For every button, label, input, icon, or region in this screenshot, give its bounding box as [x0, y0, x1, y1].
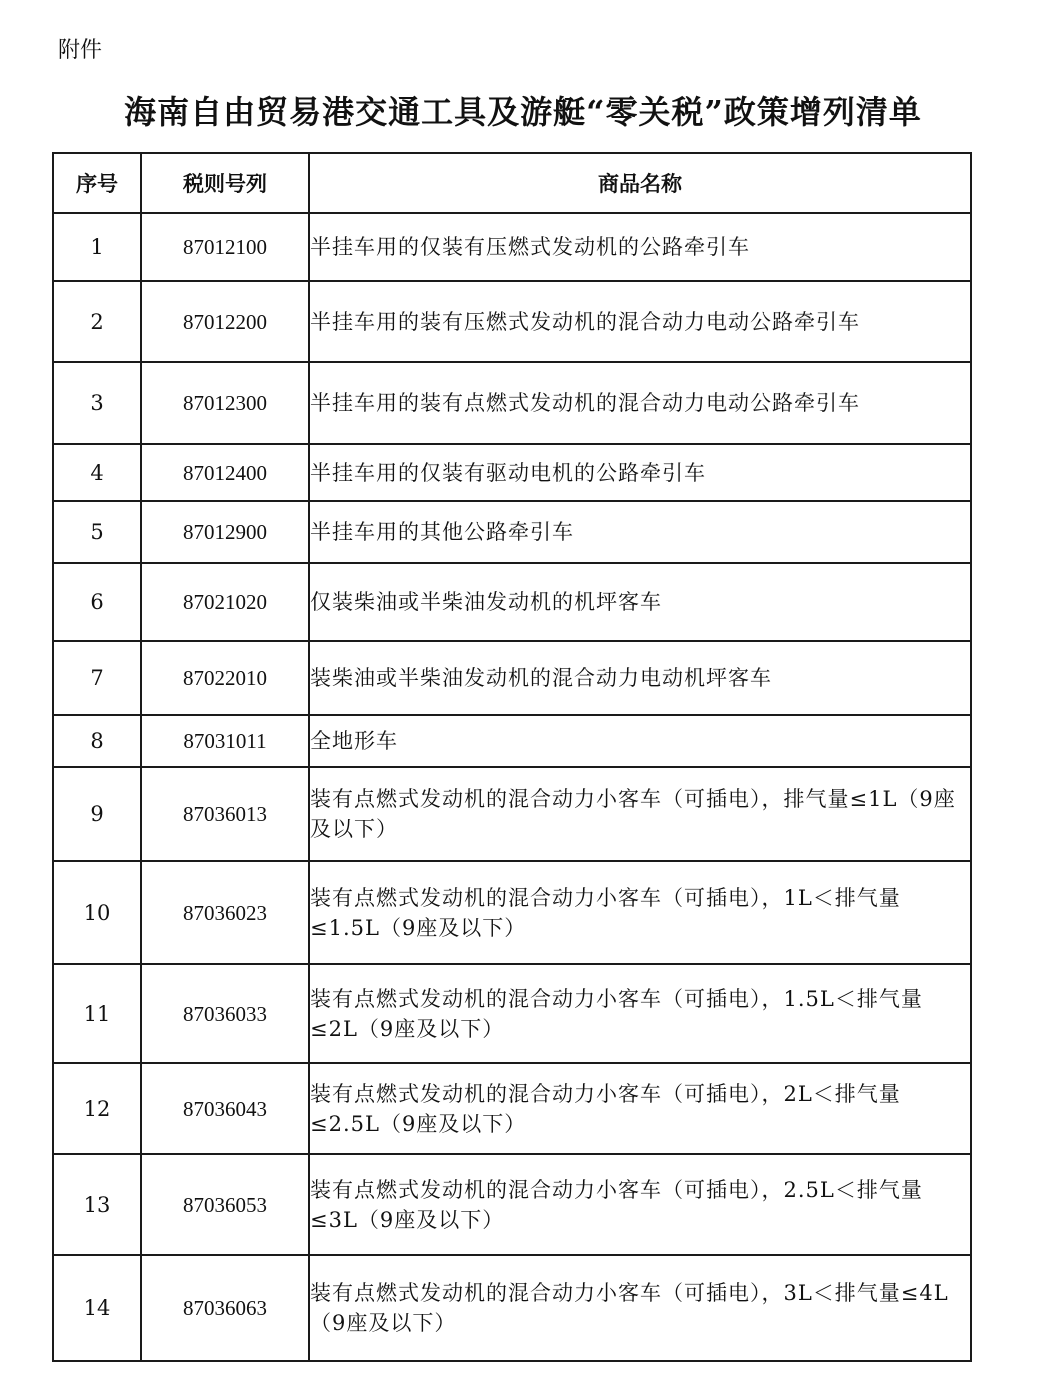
table-row [53, 213, 971, 281]
cell-serial-no: 10 [53, 861, 141, 964]
table-row [53, 1154, 971, 1255]
cell-tariff-code: 87022010 [141, 641, 309, 715]
cell-serial-no: 11 [53, 964, 141, 1063]
header-commodity-name: 商品名称 [309, 153, 971, 213]
cell-commodity-name: 装有点燃式发动机的混合动力小客车（可插电），排气量≤1L（9座及以下） [309, 767, 971, 861]
cell-tariff-code: 87031011 [141, 715, 309, 767]
table-row [53, 861, 971, 964]
table-row [53, 444, 971, 501]
cell-tariff-code: 87036063 [141, 1255, 309, 1361]
cell-serial-no: 6 [53, 563, 141, 641]
cell-serial-no: 2 [53, 281, 141, 362]
cell-tariff-code: 87036023 [141, 861, 309, 964]
table-header-row [53, 153, 971, 213]
cell-tariff-code: 87012200 [141, 281, 309, 362]
table-row [53, 715, 971, 767]
attachment-label: 附件 [58, 38, 103, 63]
cell-commodity-name: 全地形车 [309, 715, 971, 767]
cell-tariff-code: 87012900 [141, 501, 309, 563]
cell-commodity-name: 仅装柴油或半柴油发动机的机坪客车 [309, 563, 971, 641]
cell-serial-no: 5 [53, 501, 141, 563]
cell-serial-no: 12 [53, 1063, 141, 1154]
header-serial-no: 序号 [53, 153, 141, 213]
cell-tariff-code: 87012300 [141, 362, 309, 444]
cell-serial-no: 13 [53, 1154, 141, 1255]
cell-tariff-code: 87012100 [141, 213, 309, 281]
cell-serial-no: 3 [53, 362, 141, 444]
cell-commodity-name: 半挂车用的装有点燃式发动机的混合动力电动公路牵引车 [309, 362, 971, 444]
cell-commodity-name: 半挂车用的仅装有驱动电机的公路牵引车 [309, 444, 971, 501]
header-tariff-code: 税则号列 [141, 153, 309, 213]
cell-commodity-name: 半挂车用的仅装有压燃式发动机的公路牵引车 [309, 213, 971, 281]
cell-commodity-name: 装有点燃式发动机的混合动力小客车（可插电），1.5L＜排气量≤2L（9座及以下） [309, 964, 971, 1063]
table-row [53, 281, 971, 362]
cell-tariff-code: 87036053 [141, 1154, 309, 1255]
tariff-list-table [52, 152, 972, 1362]
cell-commodity-name: 半挂车用的其他公路牵引车 [309, 501, 971, 563]
cell-serial-no: 7 [53, 641, 141, 715]
table-row [53, 501, 971, 563]
cell-tariff-code: 87036033 [141, 964, 309, 1063]
cell-tariff-code: 87036013 [141, 767, 309, 861]
cell-tariff-code: 87021020 [141, 563, 309, 641]
table-row [53, 563, 971, 641]
cell-tariff-code: 87036043 [141, 1063, 309, 1154]
cell-serial-no: 4 [53, 444, 141, 501]
cell-commodity-name: 半挂车用的装有压燃式发动机的混合动力电动公路牵引车 [309, 281, 971, 362]
page-title: 海南自由贸易港交通工具及游艇“零关税”政策增列清单 [124, 93, 922, 131]
table-row [53, 964, 971, 1063]
cell-commodity-name: 装柴油或半柴油发动机的混合动力电动机坪客车 [309, 641, 971, 715]
table-row [53, 641, 971, 715]
cell-serial-no: 14 [53, 1255, 141, 1361]
table-row [53, 1255, 971, 1361]
cell-commodity-name: 装有点燃式发动机的混合动力小客车（可插电），2L＜排气量≤2.5L（9座及以下） [309, 1063, 971, 1154]
cell-serial-no: 1 [53, 213, 141, 281]
cell-serial-no: 9 [53, 767, 141, 861]
table-row [53, 1063, 971, 1154]
cell-commodity-name: 装有点燃式发动机的混合动力小客车（可插电），3L＜排气量≤4L（9座及以下） [309, 1255, 971, 1361]
cell-commodity-name: 装有点燃式发动机的混合动力小客车（可插电），2.5L＜排气量≤3L（9座及以下） [309, 1154, 971, 1255]
cell-tariff-code: 87012400 [141, 444, 309, 501]
table-row [53, 767, 971, 861]
cell-commodity-name: 装有点燃式发动机的混合动力小客车（可插电），1L＜排气量≤1.5L（9座及以下） [309, 861, 971, 964]
table-row [53, 362, 971, 444]
cell-serial-no: 8 [53, 715, 141, 767]
